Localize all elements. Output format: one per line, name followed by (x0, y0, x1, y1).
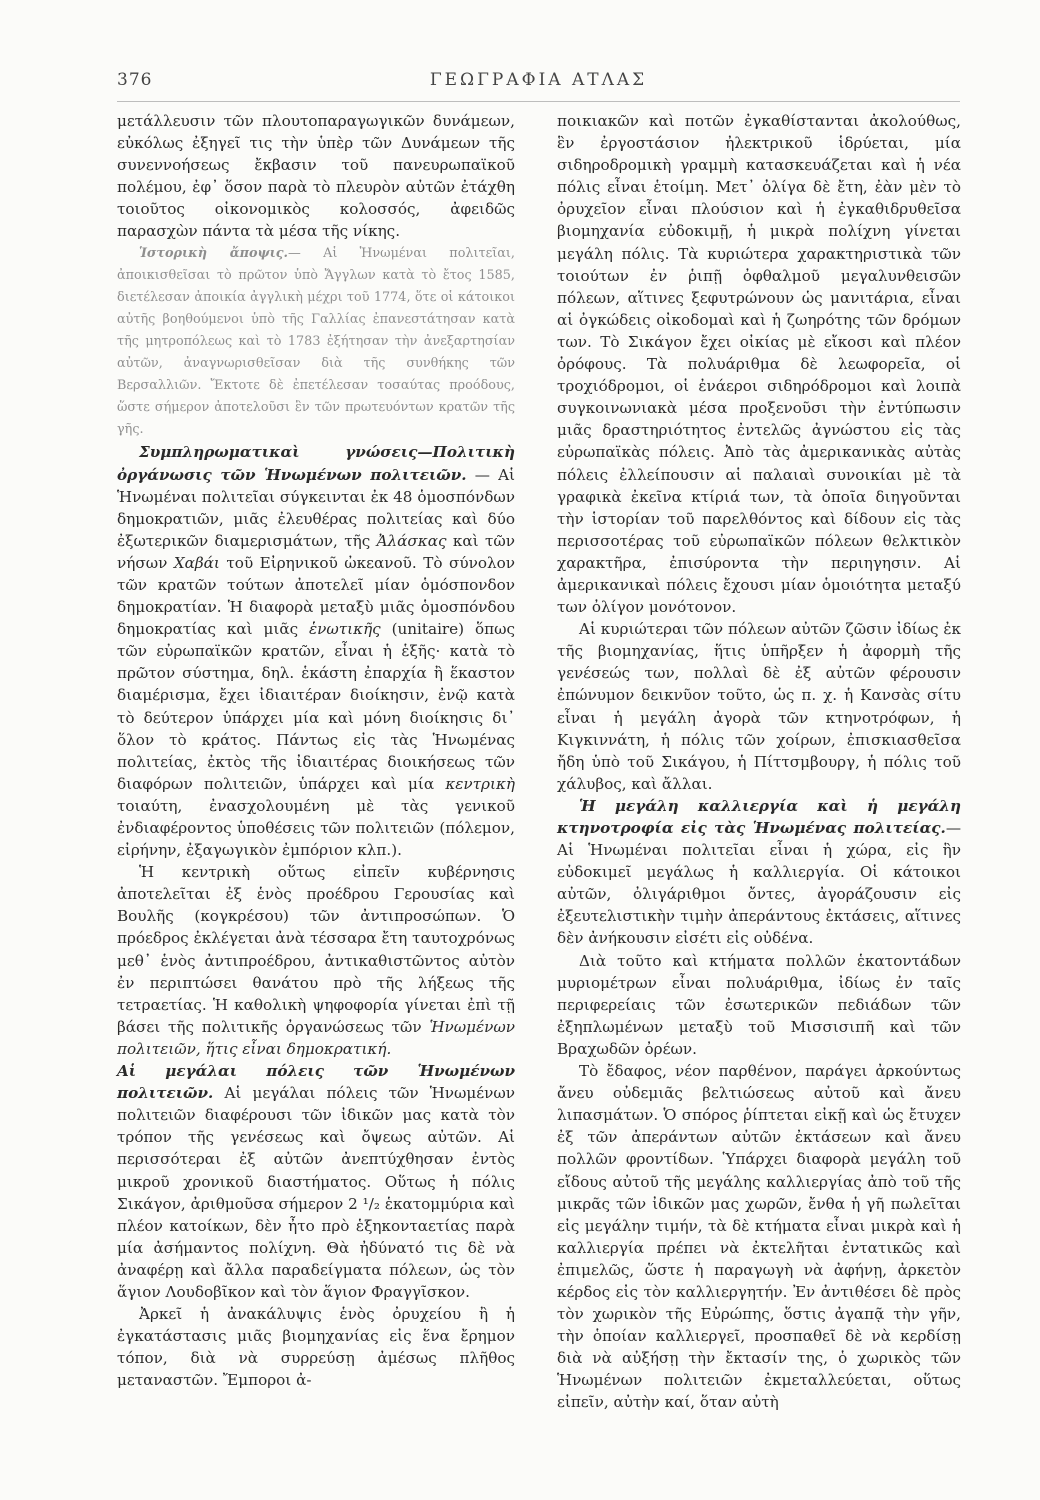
paragraph: ποικιακῶν καὶ ποτῶν ἐγκαθίστανται ἀκολούθως, ἓν ἐργοστάσιον ἠλεκτρικοῦ ἱδρύεται, μία σιδηροδρομικὴ γραμμὴ κατασκευάζεται καὶ ἡ νέα πόλις εἶναι ἑτοίμη. Μετ᾽ ὀλίγα δὲ ἔτη, ἐὰν μὲν τὸ ὀρυχεῖον εἶναι πλούσιον καὶ ἡ ἐγκαθιδρυθεῖσα βιομηχανία εὐδοκιμῇ, ἡ μικρὰ πολίχνη γίνεται μεγάλη πόλις. Τὰ κυριώτερα χαρακτηριστικὰ τῶν τοιούτων ἐν ῥιπῇ ὀφθαλμοῦ μεγαλυνθεισῶν πόλεων, αἵτινες ξεφυτρώνουν ὡς μανιτάρια, εἶναι αἱ ὀγκώδεις οἰκοδομαὶ καὶ ἡ ζωηρότης τῶν δρόμων των. Τὸ Σικάγον ἔχει οἰκίας μὲ εἴκοσι καὶ πλέον ὀρόφους. Τὰ πολυάριθμα δὲ λεωφορεῖα, οἱ τροχιόδρομοι, οἱ ἐνάεροι σιδηρόδρομοι καὶ λοιπὰ συγκοινωνιακὰ μέσα προξενοῦσι τὴν ἐντύπωσιν μιᾶς δραστηριότητος ἐντελῶς ἀγνώστου εἰς τὰς εὐρωπαϊκὰς πόλεις. Ἀπὸ τὰς ἀμερικανικὰς αὐτὰς πόλεις ἐλλείπουσιν αἱ παλαιαὶ συνοικίαι μὲ τὰ γραφικὰ ἐκεῖνα κτίριά των, τὰ ὁποῖα διηγοῦνται τὴν ἱστορίαν τοῦ παρελθόντος καὶ δίδουν εἰς τὰς περισσοτέρας τοῦ εὐρωπαϊκῶν πόλεων θελκτικὸν χαρακτῆρα, ἐπισύροντα τὴν περιηγησιν. Αἱ ἀμερικανικαὶ πόλεις ἔχουσι μίαν ὁμοιότητα μεταξύ των ὀλίγον μονότονον. (557, 112, 961, 617)
page-number: 376 (117, 70, 153, 90)
page-header (117, 70, 960, 100)
paragraph: Ἀρκεῖ ἡ ἀνακάλυψις ἑνὸς ὀρυχείου ἢ ἡ ἐγκατάστασις μιᾶς βιομηχανίας εἰς ἕνα ἔρημον τόπον, διὰ νὰ συρρεύσῃ ἀμέσως πλῆθος μεταναστῶν. Ἔμποροι ἀ- (117, 1305, 515, 1390)
header-rule (117, 101, 960, 102)
section-heading-history: Ἱστορικὴ ἄποψις. (139, 245, 289, 261)
left-column (117, 110, 515, 1391)
paragraph-government: Ἡ κεντρικὴ οὕτως εἰπεῖν κυβέρνησις ἀποτελεῖται ἐξ ἑνὸς προέδρου Γερουσίας καὶ Βουλῆς (κογκρέσου) τῶν ἀντιπροσώπων. Ὁ πρόεδρος ἐκλέγεται ἀνὰ τέσσαρα ἔτη ταυτοχρόνως μεθ᾽ ἑνὸς ἀντιπροέδρου, ἀντικαθιστῶντος αὐτὸν ἐν περιπτώσει θανάτου πρὸ τῆς λήξεως τῆς τετραετίας. Ἡ καθολικὴ ψηφοφορία γίνεται ἐπὶ τῇ βάσει τῆς πολιτικῆς ὀργανώσεως τῶν Ἡνωμένων πολιτειῶν, ἥτις εἶναι δημοκρατική. (117, 863, 515, 1058)
paragraph: μετάλλευσιν τῶν πλουτοπαραγωγικῶν δυνάμεων, εὐκόλως ἐξηγεῖ τις τὴν ὑπὲρ τῶν Δυνάμεων τῆς συνεννοήσεως ἔκβασιν τοῦ πανευρωπαϊκοῦ πολέμου, ἐφ᾽ ὅσον παρὰ τὸ πλευρὸν αὐτῶν ἐτάχθη τοιοῦτος οἰκονομικὸς κολοσσός, ἀφειδῶς παρασχὼν πάντα τὰ μέσα τῆς νίκης. (117, 112, 515, 241)
paragraph: Αἱ κυριώτεραι τῶν πόλεων αὐτῶν ζῶσιν ἰδίως ἐκ τῆς βιομηχανίας, ἥτις ὑπῆρξεν ἡ ἀφορμὴ τῆς γενέσεώς των, πολλαὶ δὲ ἐξ αὐτῶν φέρουσιν ἐπώνυμον δεικνῦον τοῦτο, ὡς π. χ. ἡ Κανσὰς σίτυ εἶναι ἡ μεγάλη ἀγορὰ τῶν κτηνοτρόφων, ἡ Κιγκιννάτη, ἡ πόλις τῶν χοίρων, ἐπισκιασθεῖσα ἤδη ὑπὸ τοῦ Σικάγου, ἡ Πίττσμβουργ, ἡ πόλις τοῦ χάλυβος, καὶ ἄλλαι. (557, 620, 961, 793)
section-heading-cities: Αἱ μεγάλαι πόλεις τῶν Ἡνωμένων πολιτειῶν. (117, 1062, 515, 1103)
paragraph-political-organization: Συμπληρωματικαὶ γνώσεις—Πολιτικὴ ὀργάνωσις τῶν Ἡνωμένων πολιτειῶν. — Αἱ Ἡνωμέναι πολιτεῖαι σύγκεινται ἐκ 48 ὁμοσπόνδων δημοκρατιῶν, μιᾶς ἐλευθέρας πολιτείας καὶ δύο ἐξωτερικῶν διαμερισμάτων, τῆς Ἀλάσκας καὶ τῶν νήσων Χαβάι τοῦ Εἰρηνικοῦ ὠκεανοῦ. Τὸ σύνολον τῶν κρατῶν τούτων ἀποτελεῖ μίαν ὁμόσπονδον δημοκρατίαν. Ἡ διαφορὰ μεταξὺ μιᾶς ὁμοσπόνδου δημοκρατίας καὶ μιᾶς ἑνωτικῆς (unitaire) ὅπως τῶν εὐρωπαϊκῶν κρατῶν, εἶναι ἡ ἑξῆς· κατὰ τὸ πρῶτον σύστημα, δηλ. ἑκάστη ἐπαρχία ἢ ἕκαστον διαμέρισμα, ἔχει ἰδιαιτέραν διοίκησιν, ἐνῷ κατὰ τὸ δεύτερον ὑπάρχει μία καὶ μόνη διοίκησις δι᾽ ὅλον τὸ κράτος. Πάντως εἰς τὰς Ἡνωμένας πολιτείας, ἐκτὸς τῆς ἰδιαιτέρας διοικήσεως τῶν διαφόρων πολιτειῶν, ὑπάρχει καὶ μία κεντρικὴ τοιαύτη, ἐνασχολουμένη μὲ τὰς γενικοῦ ἐνδιαφέροντος ὑποθέσεις τῶν πολιτειῶν (πόλεμον, εἰρήνην, ἐξαγωγικὸν ἐμπόριον κλπ.). (117, 443, 516, 860)
paragraph-great-cities: Αἱ μεγάλαι πόλεις τῶν Ἡνωμένων πολιτειῶν. Αἱ μεγάλαι πόλεις τῶν Ἡνωμένων πολιτειῶν διαφέρουσι τῶν ἰδικῶν μας κατὰ τὸν τρόπον τῆς γενέσεως καὶ ὄψεως αὐτῶν. Αἱ περισσότεραι ἐξ αὐτῶν ἀνεπτύχθησαν ἐντὸς μικροῦ χρονικοῦ διαστήματος. Οὕτως ἡ πόλις Σικάγον, ἀριθμοῦσα σήμερον 2 ¹/₂ ἑκατομμύρια καὶ πλέον κατοίκων, δὲν ἦτο πρὸ ἑξηκονταετίας παρὰ μία ἀσήμαντος πολίχνη. Θὰ ἠδύνατό τις δὲ νὰ ἀναφέρῃ καὶ ἄλλα παραδείγματα πόλεων, ὡς τὸν ἅγιον Λουδοβῖκον καὶ τὸν ἅγιον Φραγγῖσκον. (117, 1062, 516, 1301)
paragraph: Τὸ ἔδαφος, νέον παρθένον, παράγει ἀρκούντως ἄνευ οὐδεμιᾶς βελτιώσεως αὐτοῦ καὶ ἄνευ λιπασμάτων. Ὁ σπόρος ῥίπτεται εἰκῇ καὶ ὡς ἔτυχεν ἐξ τῶν ἀπεράντων αὐτῶν ἐκτάσεων καὶ ἄνευ πολλῶν φροντίδων. Ὑπάρχει διαφορὰ μεγάλη τοῦ εἴδους αὐτοῦ τῆς μεγάλης καλλιεργίας ἀπὸ τοῦ τῆς μικρᾶς τῶν ἰδικῶν μας χωρῶν, ἔνθα ἡ γῆ πωλεῖται εἰς μεγάλην τιμήν, τὰ δὲ κτήματα εἶναι μικρὰ καὶ ἡ καλλιεργία πρέπει νὰ ἐκτελῆται ἐντατικῶς καὶ ἐπιμελῶς, ὥστε ἡ παραγωγὴ νὰ ἀφήνῃ, ἀρκετὸν κέρδος εἰς τὸν καλλιεργητήν. Ἐν ἀντιθέσει δὲ πρὸς τὸν χωρικὸν τῆς Εὐρώπης, ὅστις ἀγαπᾷ τὴν γῆν, τὴν ὁποίαν καλλιεργεῖ, προσπαθεῖ δὲ νὰ κερδίσῃ διὰ νὰ αὐξήσῃ τὴν ἔκτασίν της, ὁ χωρικὸς τῶν Ἡνωμένων πολιτειῶν ἐκμεταλλεύεται, οὕτως εἰπεῖν, αὐτὴν καί, ὅταν αὐτὴ (557, 1062, 961, 1412)
running-head: ΓΕΩΓΡΑΦΙΑ ΑΤΛΑΣ (429, 70, 648, 90)
section-heading-agriculture: Ἡ μεγάλη καλλιεργία καὶ ἡ μεγάλη κτηνοτροφία εἰς τὰς Ἡνωμένας πολιτείας. (557, 796, 961, 837)
section-heading-political: Συμπληρωματικαὶ γνώσεις—Πολιτικὴ ὀργάνωσις τῶν Ἡνωμένων πολιτειῶν. (117, 443, 515, 484)
right-column (557, 110, 961, 1414)
history-text: — Αἱ Ἡνωμέναι πολιτεῖαι, ἀποικισθεῖσαι τὸ πρῶτον ὑπὸ Ἄγγλων κατὰ τὸ ἔτος 1585, διετέλεσαν ἀποικία ἀγγλικὴ μέχρι τοῦ 1774, ὅτε οἱ κάτοικοι αὐτῆς βοηθούμενοι ὑπὸ τῆς Γαλλίας ἐπανεστάτησαν κατὰ τῆς μητροπόλεως καὶ τὸ 1783 ἐξήτησαν τὴν ἀνεξαρτησίαν αὐτῶν, ἀναγνωρισθεῖσαν διὰ τῆς συνθήκης τῶν Βερσαλλιῶν. Ἔκτοτε δὲ ἐπετέλεσαν τοσαύτας προόδους, ὥστε σήμερον ἀποτελοῦσι ἓν τῶν πρωτευόντων κρατῶν τῆς γῆς. (117, 245, 515, 438)
paragraph: Διὰ τοῦτο καὶ κτήματα πολλῶν ἑκατοντάδων μυριομέτρων εἶναι πολυάριθμα, ἰδίως ἐν ταῖς περιφερείαις τῶν ἐσωτερικῶν πεδιάδων τῶν ἐξηπλωμένων μεταξὺ τοῦ Μισσισιπῆ καὶ τῶν Βραχωδῶν ὀρέων. (557, 951, 961, 1058)
paragraph-agriculture: Ἡ μεγάλη καλλιεργία καὶ ἡ μεγάλη κτηνοτροφία εἰς τὰς Ἡνωμένας πολιτείας.—Αἱ Ἡνωμέναι πολιτεῖαι εἶναι ἡ χώρα, εἰς ἣν εὐδοκιμεῖ μεγάλως ἡ καλλιεργία. Οἱ κάτοικοι αὐτῶν, ὀλιγάριθμοι ὄντες, ἀγοράζουσιν εἰς ἐξευτελιστικὴν τιμὴν ἀπεράντους ἐκτάσεις, αἵτινες δὲν ἀνήκουσιν εἰσέτι εἰς οὐδένα. (557, 796, 961, 948)
paragraph-history (117, 243, 515, 442)
